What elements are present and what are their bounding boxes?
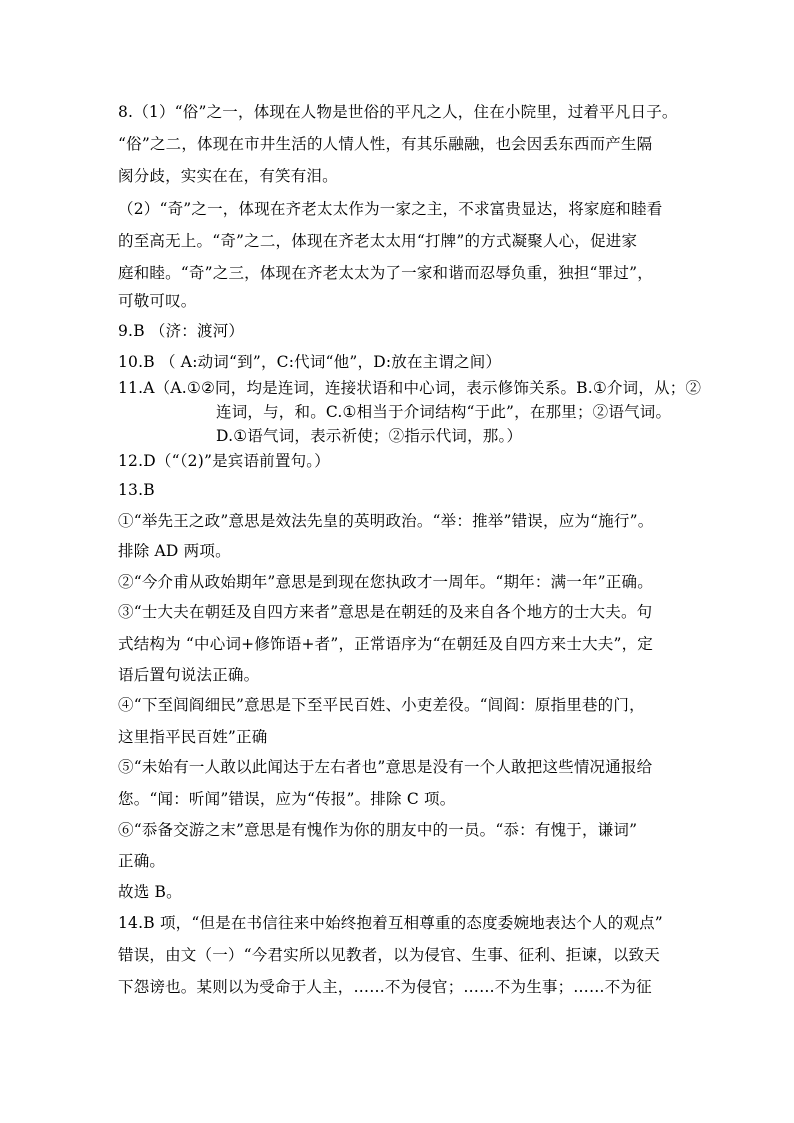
text-line: （2）“奇”之一，体现在齐老太太作为一家之主，不求富贵显达，将家庭和睦看 — [118, 200, 663, 218]
text-line: 10.B （ A:动词“到”，C:代词“他”，D:放在主谓之间） — [118, 353, 502, 371]
text-line: 8.（1）“俗”之一，体现在人物是世俗的平凡之人，住在小院里，过着平凡日子。 — [118, 103, 678, 121]
text-line: 11.A（A.①②同，均是连词，连接状语和中心词，表示修饰关系。B.①介词，从；② — [118, 379, 702, 397]
text-line: ③“士大夫在朝廷及自四方来者”意思是在朝廷的及来自各个地方的士大夫。句 — [118, 603, 653, 621]
text-line: 可敬可叹。 — [118, 292, 197, 310]
text-line: 语后置句说法正确。 — [118, 666, 260, 684]
text-line: 下怨谤也。某则以为受命于人主，……不为侵官；……不为生事；……不为征 — [118, 978, 652, 996]
text-line: ②“今介甫从政始期年”意思是到现在您执政才一周年。“期年：满一年”正确。 — [118, 573, 653, 591]
text-line: 庭和睦。“奇”之三，体现在齐老太太为了一家和谐而忍辱负重，独担“罪过”， — [118, 264, 653, 282]
text-line: 故选 B。 — [118, 883, 182, 901]
text-line: ④“下至闾阎细民”意思是下至平民百姓、小吏差役。“闾阎：原指里巷的门， — [118, 696, 645, 714]
text-line: 排除 AD 两项。 — [118, 542, 231, 560]
text-line: ⑤“未始有一人敢以此闻达于左右者也”意思是没有一个人敢把这些情况通报给 — [118, 758, 653, 776]
text-line: D.①语气词，表示祈使；②指示代词，那。） — [216, 427, 523, 445]
text-line: 14.B 项，“但是在书信往来中始终抱着互相尊重的态度委婉地表达个人的观点” — [118, 914, 663, 932]
text-line: ⑥“忝备交游之末”意思是有愧作为你的朋友中的一员。“忝：有愧于，谦词” — [118, 821, 638, 839]
text-line: 9.B （济：渡河） — [118, 322, 245, 340]
text-line: 错误，由文（一）“今君实所以见教者，以为侵官、生事、征利、拒谏，以致天 — [118, 946, 660, 964]
text-line: 正确。 — [118, 852, 166, 870]
text-line: 这里指平民百姓”正确 — [118, 728, 268, 746]
text-line: ①“举先王之政”意思是效法先皇的英明政治。“举：推举”错误，应为“施行”。 — [118, 512, 654, 530]
text-line: 连词，与，和。C.①相当于介词结构“于此”，在那里；②语气词。 — [216, 403, 672, 421]
text-line: 式结构为 “中心词+修饰语+者”，正常语序为“在朝廷及自四方来士大夫”，定 — [118, 635, 654, 653]
text-line: 阂分歧，实实在在，有笑有泪。 — [118, 167, 338, 185]
text-line: 12.D（“（2)”是宾语前置句。） — [118, 452, 330, 470]
text-line: 13.B — [118, 481, 155, 499]
text-line: 的至高无上。“奇”之二，体现在齐老太太用“打牌”的方式凝聚人心，促进家 — [118, 232, 638, 250]
text-line: 您。“闻：听闻”错误，应为“传报”。排除 C 项。 — [118, 790, 456, 808]
text-line: “俗”之二，体现在市井生活的人情人性，有其乐融融，也会因丢东西而产生隔 — [118, 135, 653, 153]
